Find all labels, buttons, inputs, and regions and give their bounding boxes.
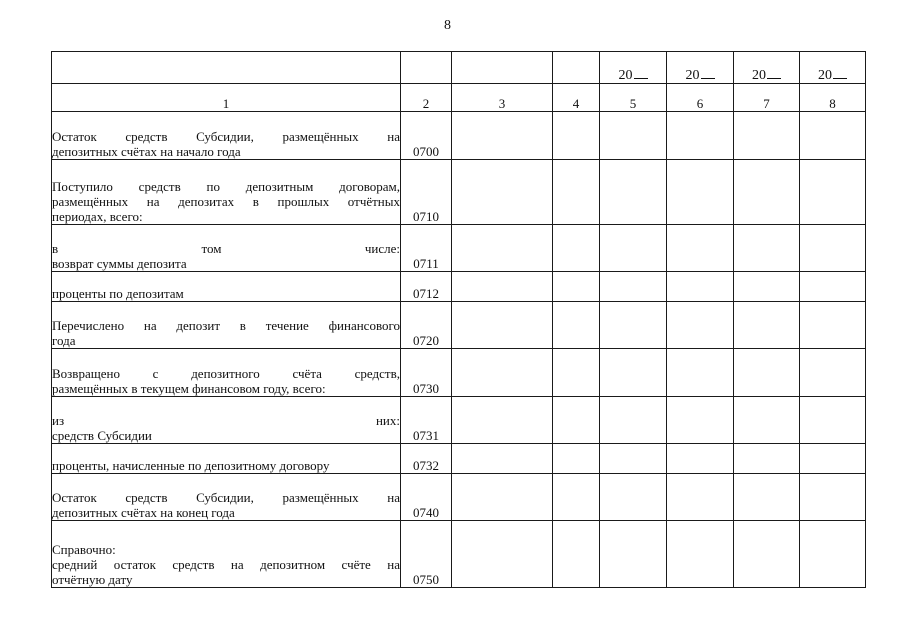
value-cell — [452, 302, 553, 349]
value-cell — [553, 272, 600, 302]
row-code: 0720 — [401, 302, 452, 349]
column-number: 6 — [667, 84, 734, 112]
value-cell — [667, 349, 734, 397]
value-cell — [800, 302, 866, 349]
header-cell — [452, 52, 553, 84]
row-code: 0740 — [401, 474, 452, 521]
table-row — [52, 444, 866, 474]
value-cell — [600, 444, 667, 474]
value-cell — [452, 225, 553, 272]
column-number: 1 — [52, 84, 401, 112]
row-code: 0711 — [401, 225, 452, 272]
row-code: 0700 — [401, 112, 452, 160]
row-label-line: отчётную дату — [52, 572, 133, 587]
row-label — [52, 397, 401, 444]
value-cell — [553, 302, 600, 349]
row-label — [52, 112, 401, 160]
value-cell — [800, 397, 866, 444]
row-label — [52, 521, 401, 588]
value-cell — [734, 397, 800, 444]
value-cell — [800, 272, 866, 302]
table-row — [52, 272, 866, 302]
value-cell — [667, 521, 734, 588]
row-code: 0710 — [401, 160, 452, 225]
row-label-line: средний остаток средств на депозитном счёте на — [52, 557, 400, 572]
row-label — [52, 302, 401, 349]
value-cell — [800, 225, 866, 272]
header-row-years — [52, 52, 866, 84]
value-cell — [600, 397, 667, 444]
row-code: 0750 — [401, 521, 452, 588]
row-label-line: Остаток средств Субсидии, размещённых на — [52, 490, 400, 505]
column-number: 2 — [401, 84, 452, 112]
value-cell — [800, 474, 866, 521]
table-row — [52, 302, 866, 349]
row-label — [52, 160, 401, 225]
value-cell — [734, 272, 800, 302]
row-label-line: Возвращено с депозитного счёта средств, — [52, 366, 400, 381]
value-cell — [600, 112, 667, 160]
header-cell — [401, 52, 452, 84]
row-code: 0712 — [401, 272, 452, 302]
value-cell — [800, 112, 866, 160]
row-label-line: депозитных счётах на начало года — [52, 144, 241, 159]
value-cell — [800, 160, 866, 225]
value-cell — [600, 160, 667, 225]
value-cell — [667, 302, 734, 349]
value-cell — [452, 349, 553, 397]
value-cell — [600, 272, 667, 302]
value-cell — [734, 302, 800, 349]
column-number: 3 — [452, 84, 553, 112]
value-cell — [800, 521, 866, 588]
value-cell — [800, 349, 866, 397]
value-cell — [734, 160, 800, 225]
value-cell — [553, 225, 600, 272]
year-cell: 20 — [600, 52, 667, 84]
value-cell — [734, 444, 800, 474]
value-cell — [600, 349, 667, 397]
column-number: 8 — [800, 84, 866, 112]
row-label-line: проценты, начисленные по депозитному договору — [52, 458, 330, 473]
row-label-line: Перечислено на депозит в течение финансового — [52, 318, 400, 333]
value-cell — [734, 521, 800, 588]
column-number: 5 — [600, 84, 667, 112]
row-label-line: средств Субсидии — [52, 428, 152, 443]
value-cell — [452, 160, 553, 225]
row-label-line: размещённых на депозитах в прошлых отчётных — [52, 194, 400, 209]
header-cell — [553, 52, 600, 84]
row-label-line: Поступило средств по депозитным договорам, — [52, 179, 400, 194]
value-cell — [452, 474, 553, 521]
column-number: 4 — [553, 84, 600, 112]
value-cell — [452, 272, 553, 302]
row-label-line: года — [52, 333, 76, 348]
value-cell — [600, 302, 667, 349]
value-cell — [667, 397, 734, 444]
row-label-line: периодах, всего: — [52, 209, 143, 224]
value-cell — [734, 349, 800, 397]
value-cell — [667, 272, 734, 302]
value-cell — [553, 521, 600, 588]
value-cell — [452, 444, 553, 474]
value-cell — [600, 521, 667, 588]
table-row — [52, 349, 866, 397]
table-row — [52, 160, 866, 225]
table-row — [52, 474, 866, 521]
row-code: 0731 — [401, 397, 452, 444]
page-number: 8 — [444, 18, 451, 33]
row-label-line: Остаток средств Субсидии, размещённых на — [52, 129, 400, 144]
row-code: 0732 — [401, 444, 452, 474]
value-cell — [600, 225, 667, 272]
year-cell: 20 — [734, 52, 800, 84]
column-number: 7 — [734, 84, 800, 112]
year-cell: 20 — [800, 52, 866, 84]
table-row — [52, 112, 866, 160]
row-label-line: Справочно: — [52, 542, 116, 557]
value-cell — [452, 521, 553, 588]
row-label-line: возврат суммы депозита — [52, 256, 187, 271]
value-cell — [667, 444, 734, 474]
deposit-report-table — [51, 51, 866, 588]
value-cell — [734, 225, 800, 272]
value-cell — [553, 349, 600, 397]
row-label-line: в том числе: — [52, 241, 400, 256]
value-cell — [553, 474, 600, 521]
table-row — [52, 397, 866, 444]
value-cell — [667, 225, 734, 272]
value-cell — [553, 160, 600, 225]
table-row — [52, 521, 866, 588]
year-cell: 20 — [667, 52, 734, 84]
value-cell — [452, 112, 553, 160]
value-cell — [600, 474, 667, 521]
value-cell — [553, 444, 600, 474]
value-cell — [667, 474, 734, 521]
value-cell — [800, 444, 866, 474]
row-code: 0730 — [401, 349, 452, 397]
value-cell — [734, 112, 800, 160]
row-label-line: из них: — [52, 413, 400, 428]
value-cell — [452, 397, 553, 444]
header-row-column-numbers — [52, 84, 866, 112]
table-row — [52, 225, 866, 272]
value-cell — [553, 397, 600, 444]
row-label-line: депозитных счётах на конец года — [52, 505, 235, 520]
header-cell — [52, 52, 401, 84]
row-label — [52, 444, 401, 474]
row-label — [52, 474, 401, 521]
row-label — [52, 225, 401, 272]
row-label-line: проценты по депозитам — [52, 286, 184, 301]
row-label — [52, 349, 401, 397]
row-label-line: размещённых в текущем финансовом году, всего: — [52, 381, 326, 396]
row-label — [52, 272, 401, 302]
value-cell — [734, 474, 800, 521]
value-cell — [553, 112, 600, 160]
table-body — [52, 112, 866, 588]
value-cell — [667, 160, 734, 225]
value-cell — [667, 112, 734, 160]
